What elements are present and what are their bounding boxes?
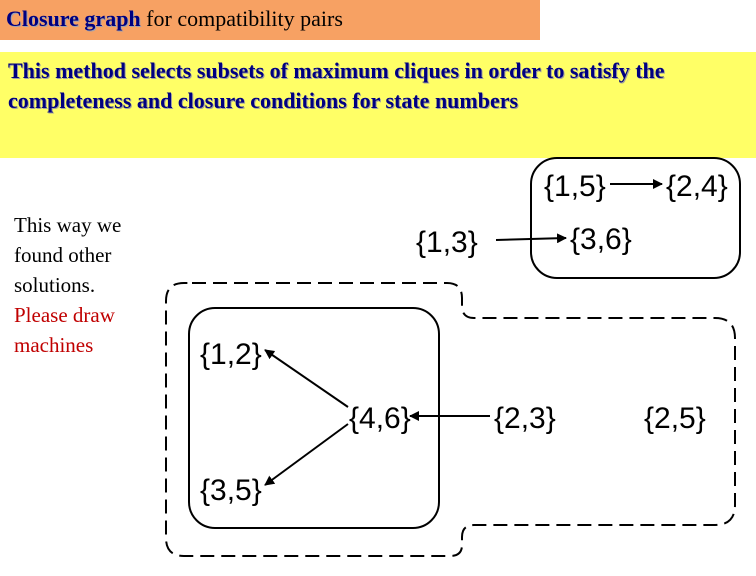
edge-13-36: [496, 238, 566, 240]
node-1-2: {1,2}: [200, 338, 262, 371]
edge-46-12: [265, 350, 348, 407]
node-1-5: {1,5}: [544, 170, 606, 203]
node-4-6: {4,6}: [349, 402, 411, 435]
node-2-3: {2,3}: [494, 402, 556, 435]
edge-46-35: [265, 424, 348, 485]
statement-text: This method selects subsets of maximum cliques in order to satisfy the completeness and closure conditions for state numbers: [8, 58, 665, 113]
node-3-5: {3,5}: [200, 474, 262, 507]
node-2-4: {2,4}: [666, 170, 728, 203]
side-note-red: Please draw machines: [14, 303, 115, 357]
node-2-5: {2,5}: [644, 402, 706, 435]
title-rest: for compatibility pairs: [140, 6, 343, 31]
node-3-6: {3,6}: [570, 223, 632, 256]
node-1-3: {1,3}: [416, 226, 478, 259]
title-bold: Closure graph: [6, 6, 141, 31]
side-note-black: This way we found other solutions.: [14, 213, 122, 297]
